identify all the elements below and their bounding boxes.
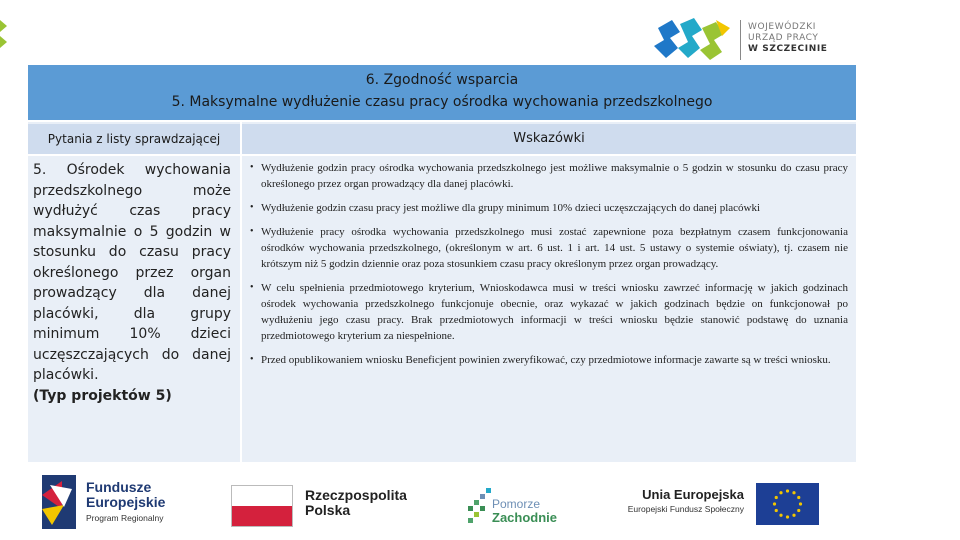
eu-star [792,514,795,517]
header-divider [28,154,856,156]
slide-title: 5. Maksymalne wydłużenie czasu pracy ośrodka wychowania przedszkolnego [171,94,713,110]
fundusze-europejskie-icon [42,475,76,529]
logo-divider [740,20,741,60]
question-text: 5. Ośrodek wychowania przedszkolnego może wydłużyć czas pracy maksymalnie o 5 godzin w stosunku do czasu pracy określonego przez organ prowadzący dla danej placówki, dla grupy minimum 10% dzieci uczęszczających do danej placówki. [33,162,231,383]
eu-star [773,502,776,505]
hint-item: • Przed opublikowaniem wniosku Beneficjent powinien zweryfikować, czy przedmiotowe informacje zawarte są w treści wniosku. [248,352,848,368]
poland-flag-icon [231,485,293,527]
hint-item: • Wydłużenie godzin czasu pracy jest możliwe dla grupy minimum 10% dzieci uczęszczających do danej placówki [248,200,848,216]
eu-flag-icon [756,483,819,525]
decorative-arrow [0,36,7,48]
hints-cell [248,160,848,376]
slide-section-title: 6. Zgodność wsparcia [365,72,519,88]
eu-star [797,496,800,499]
slide-header [28,65,856,120]
fundusze-europejskie-logo: Fundusze Europejskie Program Regionalny [86,479,166,523]
eu-star [779,491,782,494]
question-cell [33,160,231,406]
column-header-questions: Pytania z listy sprawdzającej [28,124,240,154]
wup-logo-text: WOJEWÓDZKI URZĄD PRACY W SZCZECINIE [748,22,828,54]
column-header-hints: Wskazówki [242,124,856,154]
unia-europejska-logo: Unia Europejska Europejski Fundusz Społeczny [627,487,744,514]
hint-item: • Wydłużenie godzin pracy ośrodka wychowania przedszkolnego jest możliwe maksymalnie o 5 godzin w stosunku do czasu pracy określonego przez organ prowadzący dla danej placówki. [248,160,848,192]
eu-star [775,509,778,512]
hint-item: • W celu spełnienia przedmiotowego kryterium, Wnioskodawca musi w treści wniosku zawrzeć informację w jakich godzinach ośrodek wychowania przedszkolnego funkcjonuje obecnie, oraz wykazać w jakich godzinach będzie on funkcjonował po wydłużeniu jego czasu pracy. Brak przedmiotowych informacji w treści wniosku będzie stanowić podstawę do uznania przedmiotowego kryterium za niespełnione. [248,280,848,344]
eu-star [799,502,802,505]
footer-logos [0,470,960,540]
eu-star [779,514,782,517]
decorative-arrow [0,20,7,32]
pomorze-zachodnie-icon [464,480,494,528]
rzeczpospolita-logo: Rzeczpospolita Polska [305,487,407,518]
column-divider [240,122,242,462]
eu-star [786,489,789,492]
wup-logo-icon [650,14,734,64]
project-type-note: (Typ projektów 5) [33,387,172,404]
eu-star [792,491,795,494]
eu-star [775,496,778,499]
wup-logo [650,14,830,66]
eu-star [786,515,789,518]
eu-star [797,509,800,512]
hint-item: • Wydłużenie pracy ośrodka wychowania przedszkolnego musi zostać zapewnione poza bezpłatnym czasem funkcjonowania ośrodków wychowania przedszkolnego, (określonym w art. 6 ust. 1 i art. 14 ust. 5 ustawy o systemie oświaty), tj. czasem nie krótszym niż 5 godzin dziennie oraz poza stosunkiem czasu pracy określonym przez organ prowadzący. [248,224,848,272]
pomorze-zachodnie-logo: Pomorze Zachodnie [492,497,558,525]
